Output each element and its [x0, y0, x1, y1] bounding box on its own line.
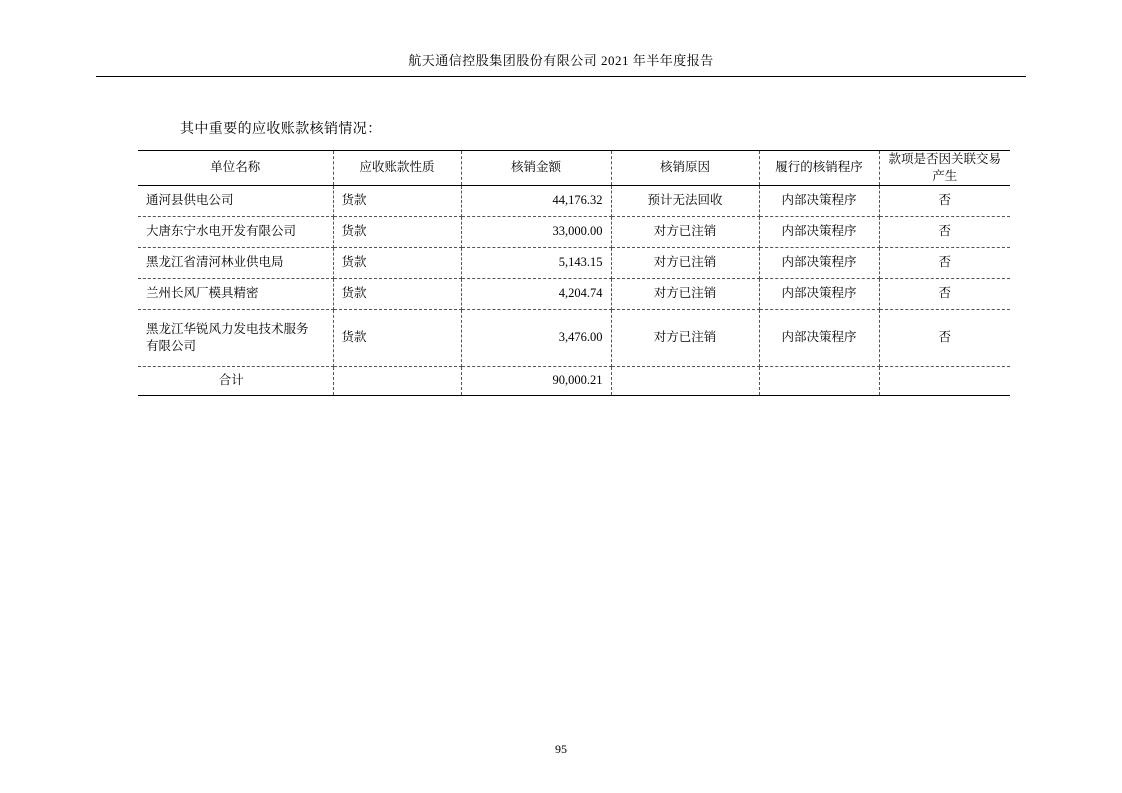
table-row — [138, 216, 1010, 247]
cell-writeoff-procedure: 内部决策程序 — [759, 247, 879, 278]
cell-related-party: 否 — [879, 216, 1010, 247]
cell-related-party: 否 — [879, 247, 1010, 278]
cell-related-party: 否 — [879, 309, 1010, 366]
cell-related-party: 否 — [879, 185, 1010, 216]
cell-writeoff-reason: 对方已注销 — [611, 216, 759, 247]
cell-total-nature — [333, 366, 461, 395]
table-header-row — [138, 151, 1010, 186]
table-row — [138, 247, 1010, 278]
cell-writeoff-amount: 3,476.00 — [461, 309, 611, 366]
table-total-row — [138, 366, 1010, 395]
cell-writeoff-amount: 44,176.32 — [461, 185, 611, 216]
column-header-writeoff-amount: 核销金额 — [461, 151, 611, 186]
page-number: 95 — [555, 742, 567, 756]
column-header-writeoff-procedure: 履行的核销程序 — [759, 151, 879, 186]
column-header-related-party: 款项是否因关联交易产生 — [879, 151, 1010, 186]
cell-unit-name: 通河县供电公司 — [138, 185, 333, 216]
cell-writeoff-procedure: 内部决策程序 — [759, 216, 879, 247]
cell-receivable-nature: 货款 — [333, 216, 461, 247]
cell-related-party: 否 — [879, 278, 1010, 309]
cell-writeoff-procedure: 内部决策程序 — [759, 278, 879, 309]
receivables-writeoff-table-wrapper — [138, 150, 1010, 396]
cell-receivable-nature: 货款 — [333, 309, 461, 366]
cell-unit-name: 大唐东宁水电开发有限公司 — [138, 216, 333, 247]
cell-writeoff-amount: 5,143.15 — [461, 247, 611, 278]
cell-unit-name: 黑龙江省清河林业供电局 — [138, 247, 333, 278]
cell-total-procedure — [759, 366, 879, 395]
cell-unit-name — [138, 309, 333, 366]
cell-writeoff-procedure: 内部决策程序 — [759, 185, 879, 216]
cell-writeoff-amount: 33,000.00 — [461, 216, 611, 247]
cell-unit-name-line1: 黑龙江华锐风力发电技术服务 — [146, 321, 309, 336]
cell-writeoff-amount: 4,204.74 — [461, 278, 611, 309]
cell-writeoff-reason: 预计无法回收 — [611, 185, 759, 216]
cell-total-label: 合计 — [138, 366, 333, 395]
cell-writeoff-reason: 对方已注销 — [611, 278, 759, 309]
column-header-unit-name: 单位名称 — [138, 151, 333, 186]
receivables-writeoff-table — [138, 150, 1010, 396]
table-row — [138, 185, 1010, 216]
table-row — [138, 278, 1010, 309]
cell-receivable-nature: 货款 — [333, 185, 461, 216]
cell-unit-name-line2: 有限公司 — [146, 338, 197, 353]
column-header-receivable-nature: 应收账款性质 — [333, 151, 461, 186]
cell-total-related — [879, 366, 1010, 395]
cell-total-amount: 90,000.21 — [461, 366, 611, 395]
page-header-title: 航天通信控股集团股份有限公司 2021 年半年度报告 — [408, 53, 714, 68]
cell-writeoff-reason: 对方已注销 — [611, 309, 759, 366]
header-divider — [96, 76, 1026, 77]
cell-receivable-nature: 货款 — [333, 278, 461, 309]
cell-writeoff-procedure: 内部决策程序 — [759, 309, 879, 366]
table-row — [138, 309, 1010, 366]
column-header-writeoff-reason: 核销原因 — [611, 151, 759, 186]
cell-unit-name: 兰州长风厂模具精密 — [138, 278, 333, 309]
section-heading: 其中重要的应收账款核销情况： — [180, 122, 382, 137]
cell-writeoff-reason: 对方已注销 — [611, 247, 759, 278]
cell-total-reason — [611, 366, 759, 395]
cell-receivable-nature: 货款 — [333, 247, 461, 278]
